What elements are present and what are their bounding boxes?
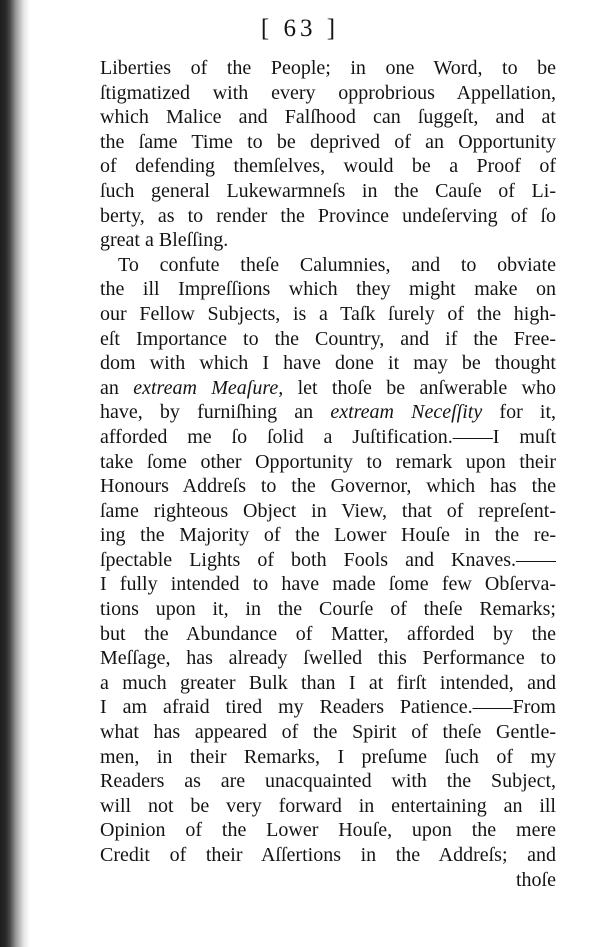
italic-phrase: extream Meaſure, (133, 376, 284, 399)
text-line: ſame righteous Object in View, that of repreſent- (100, 499, 556, 522)
text-line: a much greater Bulk than I at firſt intended, and (100, 671, 556, 694)
text-line: the ill Impreſſions which they might make on (100, 278, 556, 301)
text-line: Meſſage, has already ſwelled this Performance to (100, 647, 556, 670)
paragraph-start-line: To confute theſe Calumnies, and to obviate (118, 253, 556, 276)
text-line: Honours Addreſs to the Governor, which has the (100, 475, 556, 498)
text-line: what has appeared of the Spirit of theſe Gentle- (100, 721, 556, 744)
text-line: Liberties of the People; in one Word, to be (100, 57, 556, 79)
line-segment: have, by furniſhing an (100, 401, 331, 424)
text-line: I fully intended to have made ſome few Obſerva- (100, 573, 556, 596)
text-line: berty, as to render the Province undeſerving of ſo (100, 204, 556, 227)
text-line: the ſame Time to be deprived of an Opportunity (100, 130, 556, 153)
text-line: will not be very forward in entertaining an ill (100, 794, 556, 817)
text-line: afforded me ſo ſolid a Juſtification.——I muſt (100, 425, 556, 448)
catchword: thoſe (516, 868, 556, 891)
text-line: tions upon it, in the Courſe of theſe Remarks; (100, 598, 556, 621)
text-line: but the Abundance of Matter, afforded by the (100, 622, 556, 645)
text-line: men, in their Remarks, I preſume ſuch of my (100, 745, 556, 768)
text-line (100, 400, 556, 425)
line-segment: let thoſe be anſwerable who (283, 376, 556, 399)
text-line: ſtigmatized with every opprobrious Appellation, (100, 81, 556, 104)
text-line: ing the Majority of the Lower Houſe in the re- (100, 524, 556, 547)
text-line (100, 376, 556, 401)
line-segment: an (100, 376, 134, 399)
text-line: which Malice and Falſhood can ſuggeſt, and at (100, 106, 556, 129)
page-binding-edge (0, 0, 30, 947)
text-line: eſt Importance to the Country, and if the Free- (100, 327, 556, 350)
page-number: [ 63 ] (260, 15, 340, 42)
text-line: Opinion of the Lower Houſe, upon the mere (100, 819, 556, 842)
text-line: I am afraid tired my Readers Patience.——From (100, 696, 556, 719)
text-line: great a Bleſſing. (100, 229, 229, 252)
line-segment: for it, (482, 401, 556, 424)
text-line: ſpectable Lights of both Fools and Knaves.—— (100, 548, 556, 571)
italic-phrase: extream Neceſſity (330, 401, 483, 424)
text-line: take ſome other Opportunity to remark upon their (100, 450, 556, 473)
text-line: Credit of their Aſſertions in the Addreſs; and (100, 844, 556, 866)
text-line: dom with which I have done it may be thought (100, 352, 556, 375)
text-line: Readers as are unacquainted with the Subject, (100, 770, 556, 793)
text-line: ſuch general Lukewarmneſs in the Cauſe of Li- (100, 179, 556, 202)
text-line: our Fellow Subjects, is a Taſk ſurely of the high- (100, 302, 556, 325)
text-line: of defending themſelves, would be a Proof of (100, 155, 556, 178)
body-text (100, 56, 556, 892)
